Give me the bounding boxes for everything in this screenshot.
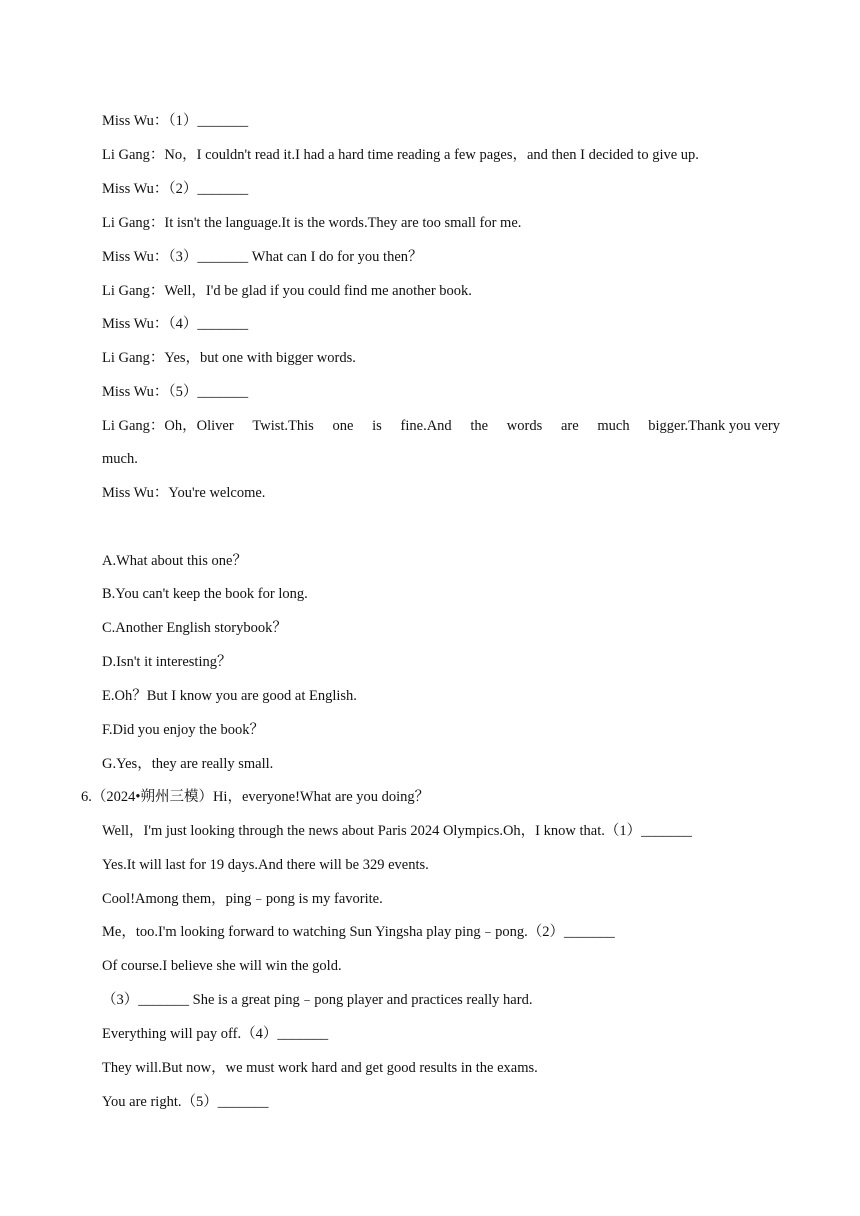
q6-line: They will.But now，we must work hard and get good results in the exams. [102,1060,538,1076]
dialogue-line: Li Gang：Well，I'd be glad if you could find me another book. [102,283,472,299]
word: is [372,418,382,434]
option-c: C.Another English storybook？ [102,620,287,636]
dialogue-line-cont: much. [102,451,138,467]
option-e: E.Oh？But I know you are good at English. [102,688,357,704]
dialogue-line: Miss Wu：（1）_______ [102,113,249,129]
option-a: A.What about this one？ [102,553,247,569]
q6-line: （3）_______ She is a great ping﹣pong player and practices really hard. [102,992,533,1008]
option-f: F.Did you enjoy the book？ [102,722,264,738]
q6-line: Yes.It will last for 19 days.And there will be 329 events. [102,857,429,873]
option-g: G.Yes，they are really small. [102,756,274,772]
word: Li Gang：Oh，Oliver [102,418,234,434]
q6-line: You are right.（5）_______ [102,1094,269,1110]
word: one [332,418,354,434]
word: much [597,418,630,434]
word: the [470,418,489,434]
dialogue-line: Miss Wu：You're welcome. [102,485,266,501]
question-6-header: 6.（2024•朔州三模）Hi，everyone!What are you doing？ [81,789,430,805]
dialogue-line: Li Gang：No，I couldn't read it.I had a hard time reading a few pages，and then I decided to give up. [102,147,699,163]
word: Twist.This [252,418,314,434]
word: words [506,418,543,434]
q6-line: Of course.I believe she will win the gold. [102,958,342,974]
q6-line: Well，I'm just looking through the news about Paris 2024 Olympics.Oh，I know that.（1）_______ [102,823,692,839]
dialogue-line: Miss Wu：（3）_______ What can I do for you then？ [102,249,423,265]
word: fine.And [400,418,452,434]
q6-line: Me，too.I'm looking forward to watching Sun Yingsha play ping﹣pong.（2）_______ [102,924,615,940]
dialogue-line: Li Gang：It isn't the language.It is the words.They are too small for me. [102,215,522,231]
dialogue-line-justified [102,417,780,435]
dialogue-line: Li Gang：Yes，but one with bigger words. [102,350,356,366]
dialogue-line: Miss Wu：（5）_______ [102,384,249,400]
option-b: B.You can't keep the book for long. [102,586,308,602]
dialogue-line: Miss Wu：（4）_______ [102,316,249,332]
word: bigger.Thank you very [648,418,780,434]
q6-line: Cool!Among them，ping﹣pong is my favorite. [102,891,383,907]
dialogue-line: Miss Wu：（2）_______ [102,181,249,197]
option-d: D.Isn't it interesting？ [102,654,232,670]
q6-line: Everything will pay off.（4）_______ [102,1026,329,1042]
word: are [560,418,579,434]
